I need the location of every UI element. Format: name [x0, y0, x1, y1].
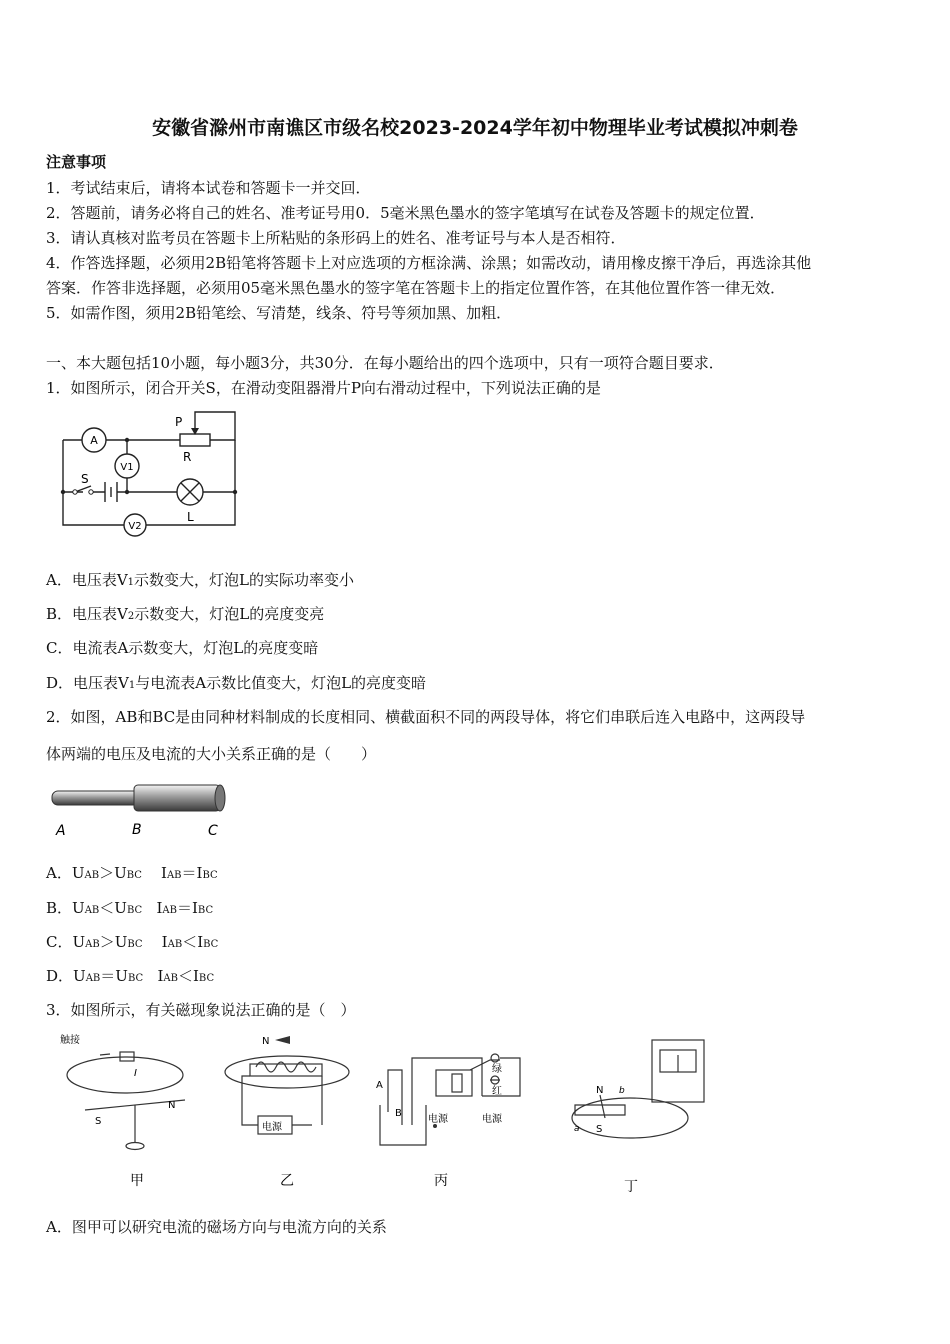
red-lamp-label: 红	[492, 1086, 502, 1097]
q1-option-a: A．电压表V1示数变大，灯泡L的实际功率变小	[46, 571, 355, 589]
point-b-label: B	[132, 822, 142, 838]
page-title: 安徽省滁州市南谯区市级名校2023-2024学年初中物理毕业考试模拟冲刺卷	[152, 117, 798, 139]
power-label: 电源	[482, 1114, 502, 1125]
q1-circuit-figure	[55, 408, 245, 538]
rheostat-label: R	[183, 450, 192, 464]
section-heading: 一、本大题包括10小题，每小题3分，共30分．在每小题给出的四个选项中，只有一项符合题目要求．	[46, 354, 724, 372]
ammeter-label: A	[90, 434, 98, 447]
lamp-label: L	[187, 510, 194, 524]
point-b-label: b	[619, 1086, 625, 1096]
q1-option-d: D．电压表V1与电流表A示数比值变大，灯泡L的亮度变暗	[46, 674, 427, 692]
north-pole-label: N	[596, 1085, 604, 1096]
q1-option-c: C．电流表A示数变大，灯泡L的亮度变暗	[46, 639, 319, 657]
caption-jia: 甲	[130, 1173, 144, 1189]
caption-bing: 丙	[434, 1173, 448, 1189]
question-1-stem: 1．如图所示，闭合开关S，在滑动变阻器滑片P向右滑动过程中，下列说法正确的是	[46, 379, 601, 397]
q2-option-c: C．UAB＞UBC IAB＜IBC	[46, 933, 219, 951]
slider-label: P	[175, 415, 183, 429]
q3-magnetism-figures	[50, 1030, 730, 1200]
voltmeter1-label: V1	[120, 462, 134, 473]
q2-option-a: A．UAB＞UBC IAB＝IBC	[46, 864, 218, 882]
point-c-label: C	[208, 823, 218, 839]
question-2-stem: 体两端的电压及电流的大小关系正确的是（ ）	[46, 745, 377, 763]
caption-yi: 乙	[280, 1173, 294, 1189]
north-pole-label: N	[262, 1036, 270, 1047]
green-lamp-label: 绿	[492, 1064, 502, 1075]
point-a-label: A	[56, 823, 66, 839]
current-label: I	[134, 1068, 137, 1079]
south-pole-label: S	[596, 1124, 603, 1135]
q2-option-d: D．UAB＝UBC IAB＜IBC	[46, 967, 215, 985]
point-b-label: B	[395, 1108, 402, 1119]
notice-heading: 注意事项	[46, 153, 107, 171]
q3-option-a: A．图甲可以研究电流的磁场方向与电流方向的关系	[46, 1218, 387, 1236]
notice-item: 答案．作答非选择题，必须用05毫米黑色墨水的签字笔在答题卡上的指定位置作答，在其他位置作答一律无效．	[46, 279, 786, 297]
point-a-label: a	[574, 1124, 580, 1134]
touch-label: 触接	[60, 1035, 80, 1046]
notice-item: 2．答题前，请务必将自己的姓名、准考证号用0．5毫米黑色墨水的签字笔填写在试卷及答题卡的规定位置．	[46, 204, 765, 222]
notice-item: 5．如需作图，须用2B铅笔绘、写清楚，线条、符号等须加黑、加粗．	[46, 304, 512, 322]
question-3-stem: 3．如图所示，有关磁现象说法正确的是（ ）	[46, 1001, 356, 1019]
notice-item: 3．请认真核对监考员在答题卡上所粘贴的条形码上的姓名、准考证号与本人是否相符．	[46, 229, 626, 247]
switch-label: S	[81, 472, 89, 486]
power-label: 电源	[262, 1122, 282, 1133]
notice-item: 4．作答选择题，必须用2B铅笔将答题卡上对应选项的方框涂满、涂黑；如需改动，请用橡皮擦干净后，再选涂其他	[46, 254, 812, 272]
south-pole-label: S	[95, 1116, 102, 1127]
point-a-label: A	[376, 1080, 383, 1091]
caption-ding: 丁	[624, 1179, 638, 1195]
north-pole-label: N	[168, 1100, 176, 1111]
q1-option-b: B．电压表V2示数变大，灯泡L的亮度变亮	[46, 605, 325, 623]
voltmeter2-label: V2	[128, 521, 142, 532]
question-2-stem: 2．如图，AB和BC是由同种材料制成的长度相同、横截面积不同的两段导体，将它们串联后连入电路中，这两段导	[46, 708, 806, 726]
q2-conductor-figure	[44, 780, 234, 840]
q2-option-b: B．UAB＜UBC IAB＝IBC	[46, 899, 214, 917]
power-label: 电源	[428, 1114, 448, 1125]
notice-item: 1．考试结束后，请将本试卷和答题卡一并交回．	[46, 179, 371, 197]
